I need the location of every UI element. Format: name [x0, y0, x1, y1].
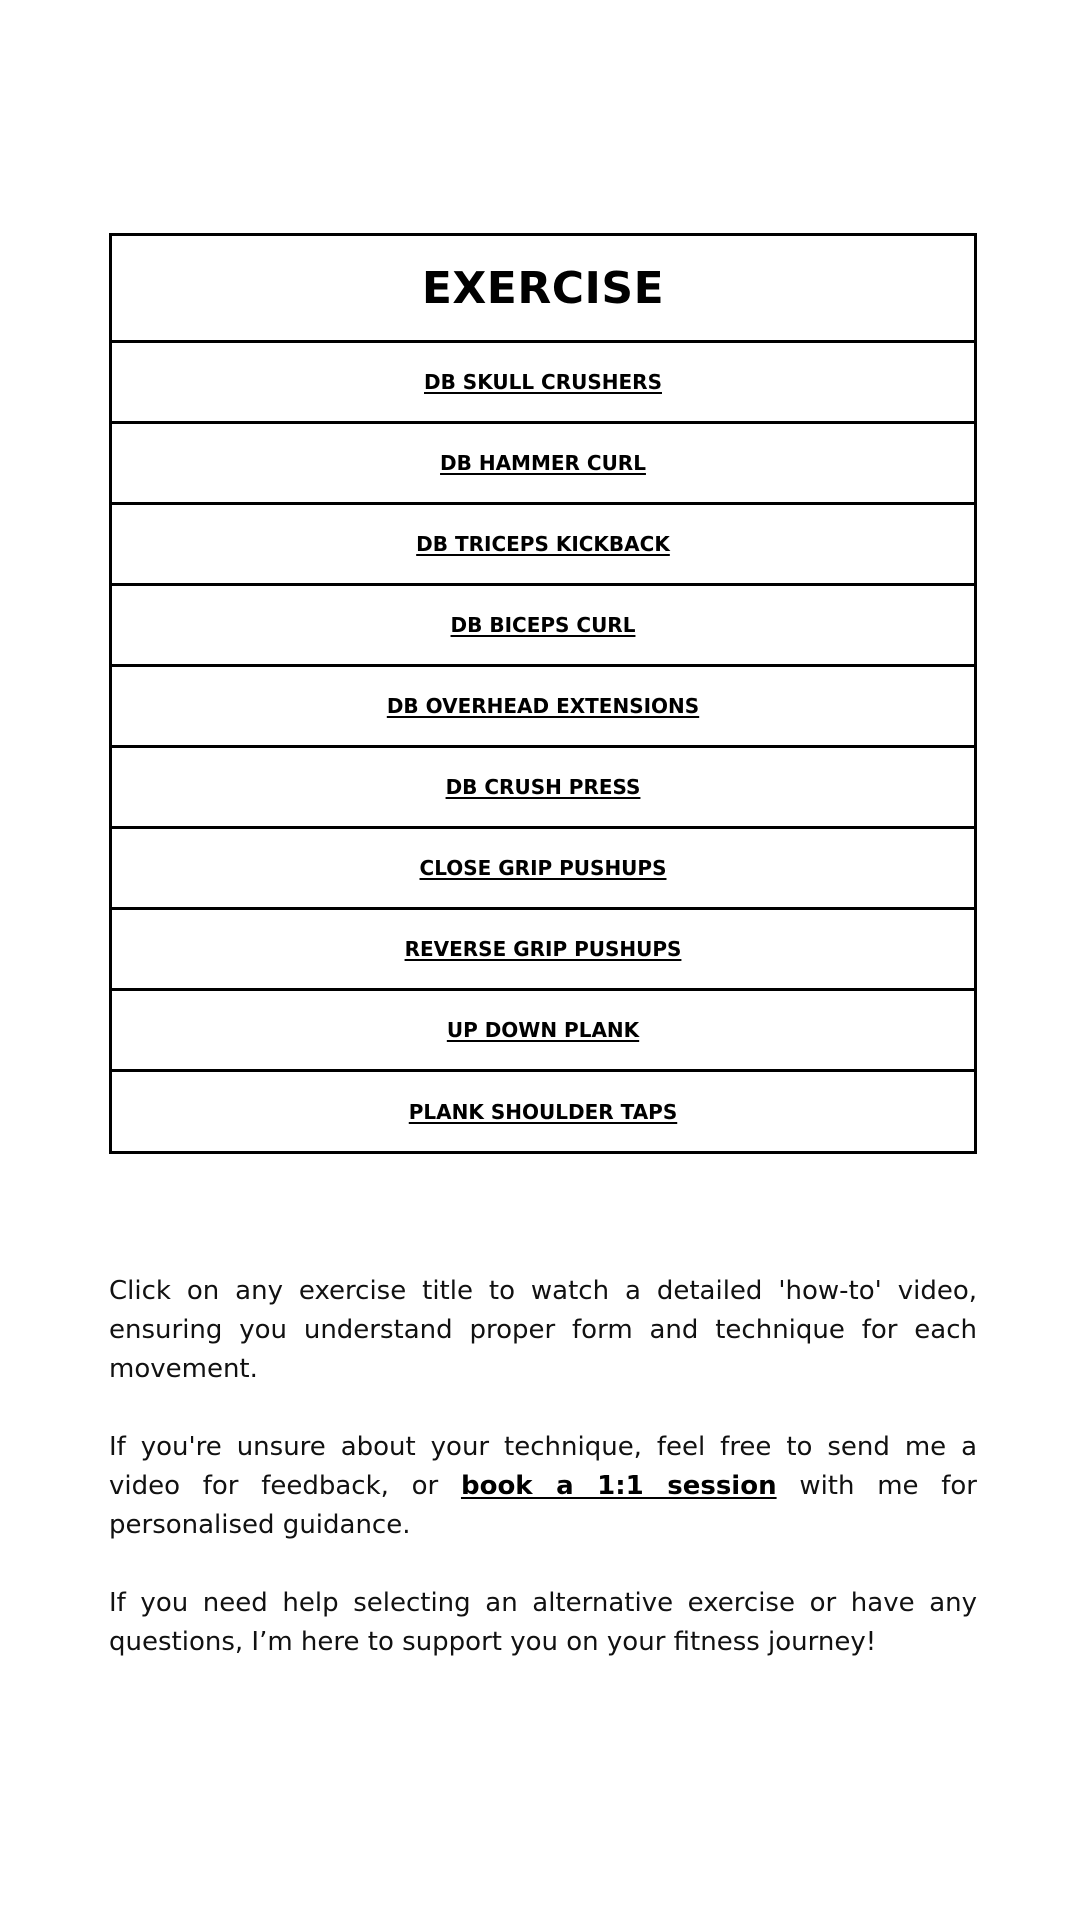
table-row [112, 424, 974, 505]
table-row [112, 667, 974, 748]
table-row [112, 505, 974, 586]
exercise-link-plank-shoulder-taps[interactable]: PLANK SHOULDER TAPS [408, 1099, 678, 1124]
book-session-link[interactable]: book a 1:1 session [460, 1471, 777, 1501]
table-row [112, 991, 974, 1072]
table-header-label: EXERCISE [421, 262, 665, 314]
table-row [112, 1072, 974, 1151]
feedback-text-end: with me for personalised guidance. [109, 1471, 977, 1540]
exercise-link-db-skull-crushers[interactable]: DB SKULL CRUSHERS [424, 370, 662, 394]
table-row [112, 829, 974, 910]
exercise-link-reverse-grip-pushups[interactable]: REVERSE GRIP PUSHUPS [404, 937, 682, 961]
exercise-link-db-biceps-curl[interactable]: DB BICEPS CURL [450, 613, 636, 637]
table-row [112, 748, 974, 829]
exercise-table [109, 233, 977, 1154]
table-row [112, 343, 974, 424]
exercise-link-close-grip-pushups[interactable]: CLOSE GRIP PUSHUPS [419, 856, 667, 880]
table-row [112, 910, 974, 991]
info-paragraph-feedback [109, 1428, 977, 1545]
exercise-link-db-hammer-curl[interactable]: DB HAMMER CURL [440, 451, 646, 475]
table-header [112, 236, 974, 343]
info-section [109, 1272, 977, 1701]
exercise-link-up-down-plank[interactable]: UP DOWN PLANK [446, 1018, 640, 1042]
exercise-link-db-triceps-kickback[interactable]: DB TRICEPS KICKBACK [416, 532, 670, 556]
info-paragraph-videos: Click on any exercise title to watch a detailed 'how-to' video, ensuring you understand proper form and technique for each movement. [109, 1276, 977, 1384]
exercise-link-db-crush-press[interactable]: DB CRUSH PRESS [445, 775, 641, 799]
exercise-link-db-overhead-extensions[interactable]: DB OVERHEAD EXTENSIONS [386, 694, 700, 718]
info-paragraph-support: If you need help selecting an alternative exercise or have any questions, I’m here to support you on your fitness journey! [109, 1588, 977, 1657]
feedback-text-start: If you're unsure about your technique, feel free to send me a video for feedback, or [109, 1432, 977, 1501]
table-row [112, 586, 974, 667]
